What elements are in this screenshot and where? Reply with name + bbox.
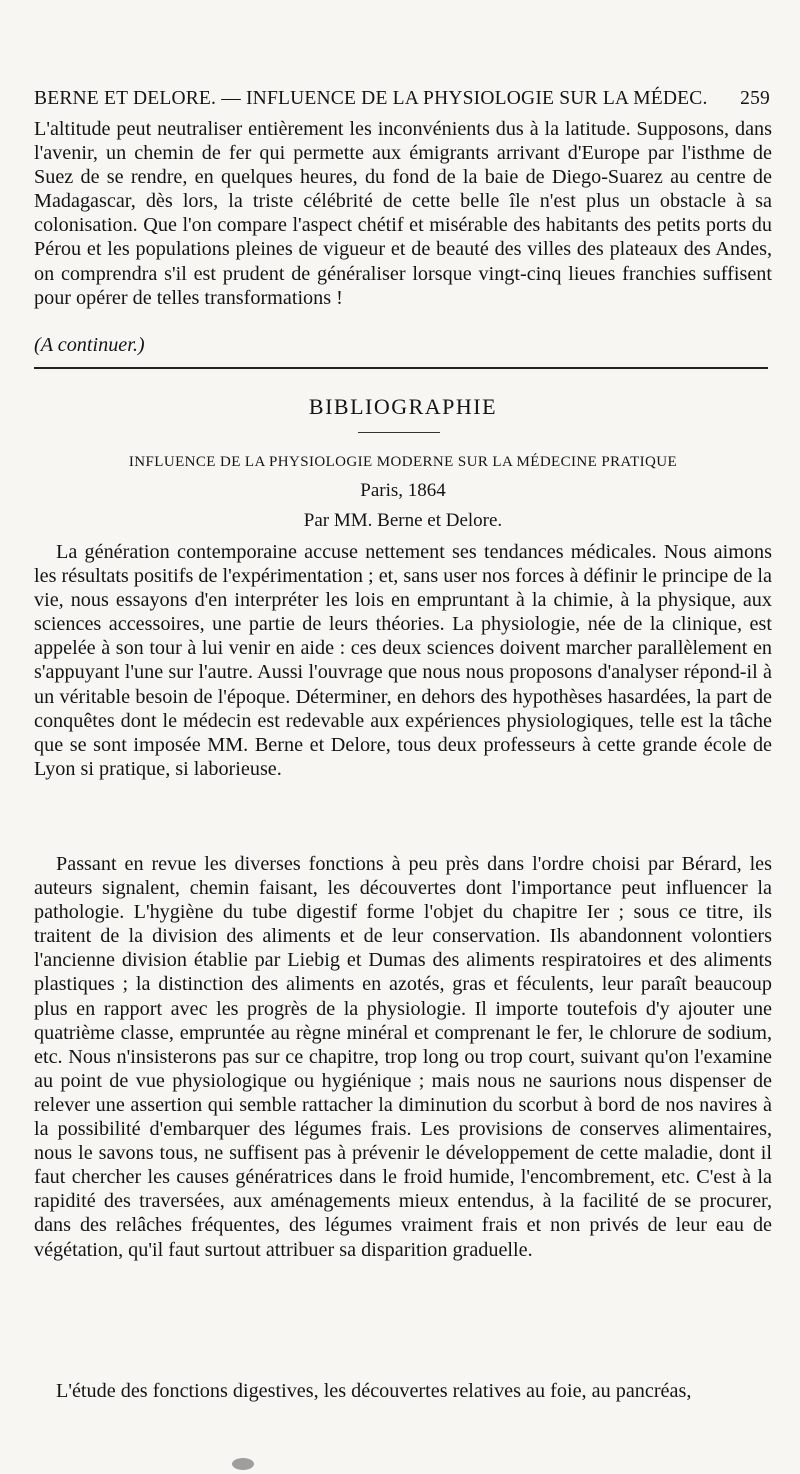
place-date: Paris, 1864 [360,480,446,501]
body-paragraph: Passant en revue les diverses fonctions à peu près dans l'ordre choisi par Bérard, les auteurs signalent, chemin faisant, les découvertes dont l'importance peut influencer la pathologie. L'hygiène du tube digestif forme l'objet du chapitre Ier ; sous ce titre, ils traitent de la division des aliments et de leur conservation. Ils abandonnent volontiers l'ancienne division établie par Liebig et Dumas des aliments respiratoires et des aliments plastiques ; la distinction des aliments en azotés, gras et féculents, leur paraît beaucoup plus en rapport avec les progrès de la physiologie. Il importe toutefois d'y ajouter une quatrième classe, empruntée au règne minéral et comprenant le fer, le chlorure de sodium, etc. Nous n'insisterons pas sur ce chapitre, trop long ou trop court, suivant qu'on l'examine au point de vue physiologique ou hygiénique ; mais nous ne saurions nous dispenser de relever une assertion qui semble rattacher la diminution du scorbut à bord de nos navires à la possibilité d'embarquer des légumes frais. Les provisions de conserves alimentaires, nous le savons tous, ne suffisent pas à prévenir le développement de cette maladie, dont il faut chercher les causes génératrices dans le froid humide, l'encombrement, etc. C'est à la rapidité des traversées, aux aménagements mieux entendus, à la facilité de se procurer, dans des relâches fréquentes, des légumes vraiment frais et non privés de leur eau de végétation, qu'il faut surtout attribuer sa disparition graduelle. [34,853,772,1261]
authors-line: Par MM. Berne et Delore. [303,510,503,531]
running-title: BERNE ET DELORE. — INFLUENCE DE LA PHYSIOLOGIE SUR LA MÉDEC. [34,88,708,109]
page-number: 259 [740,88,770,109]
title-underline [358,432,440,433]
body-paragraph: La génération contemporaine accuse nettement ses tendances médicales. Nous aimons les résultats positifs de l'expérimentation ; et, sans user nos forces à définir le principe de la vie, nous essayons d'en interpréter les lois en empruntant à la chimie, à la physique, aux sciences accessoires, une partie de leurs théories. La physiologie, née de la clinique, est appelée à son tour à lui venir en aide : ces deux sciences doivent marcher parallèlement en s'appuyant l'une sur l'autre. Aussi l'ouvrage que nous nous proposons d'analyser répond-il à un véritable besoin de l'époque. Déterminer, en dehors des hypothèses hasardées, la part de conquêtes dont le médecin est redevable aux expériences physiologiques, telle est la tâche que se sont imposée MM. Berne et Delore, tous deux professeurs à cette grande école de Lyon si pratique, si laborieuse. [34,541,772,780]
print-blemish [232,1458,254,1470]
work-title: INFLUENCE DE LA PHYSIOLOGIE MODERNE SUR LA MÉDECINE PRATIQUE [128,454,678,470]
page-header [34,88,770,110]
previous-article-text: L'altitude peut neutraliser entièrement les inconvénients dus à la latitude. Supposons, dans l'avenir, un chemin de fer qui permette aux émigrants arrivant d'Europe par l'isthme de Suez de se rendre, en quelques heures, du fond de la baie de Diego-Suarez au centre de Madagascar, dès lors, la triste célébrité de cette belle île n'est plus un obstacle à sa colonisation. Que l'on compare l'aspect chétif et misérable des habitants des petits ports du Pérou et les populations pleines de vigueur et de beauté des villes des plateaux des Andes, on comprendra s'il est prudent de généraliser lorsque vingt-cinq lieues franchies suffisent pour opérer de telles transformations ! [34,118,772,309]
section-divider [34,367,768,369]
continuation-note: (A continuer.) [34,334,145,356]
body-paragraph: L'étude des fonctions digestives, les découvertes relatives au foie, au pancréas, [56,1380,692,1402]
section-title: BIBLIOGRAPHIE [308,394,498,419]
